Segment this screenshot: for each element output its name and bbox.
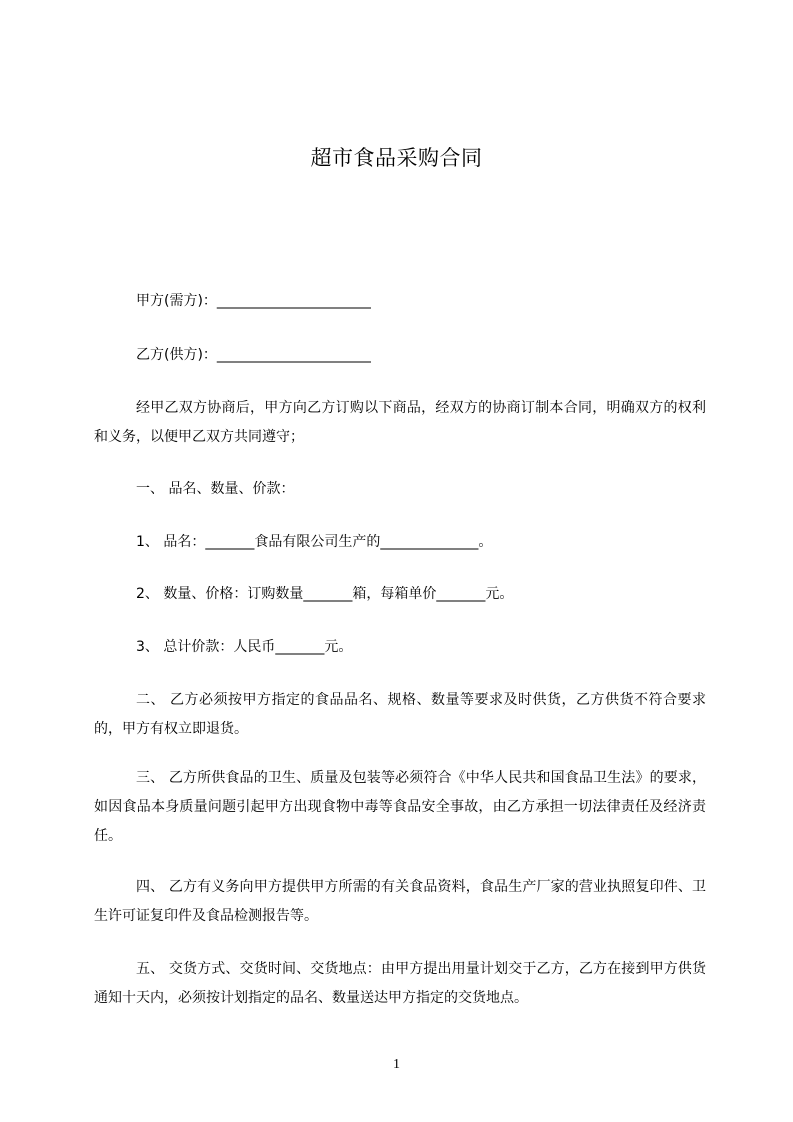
section3-paragraph: [94, 764, 706, 851]
party-b-line: 乙方(供方)：______________________: [136, 347, 371, 363]
section2-paragraph: [94, 686, 706, 744]
item3-line: 3、 总计价款：人民币_______元。: [136, 639, 353, 655]
section3-text: 三、 乙方所供食品的卫生、质量及包装等必须符合《中华人民共和国食品卫生法》的要求，如因食品本身质量问题引起甲方出现食物中毒等食品安全事故，由乙方承担一切法律责任及经济责任。: [94, 770, 706, 844]
intro-paragraph: [94, 394, 706, 452]
document-title: 超市食品采购合同: [310, 146, 483, 170]
section4-text: 四、 乙方有义务向甲方提供甲方所需的有关食品资料，食品生产厂家的营业执照复印件、卫生许可证复印件及食品检测报告等。: [94, 879, 706, 924]
page-number: 1: [393, 1057, 400, 1072]
section4-paragraph: [94, 873, 706, 931]
item2-line: 2、 数量、价格：订购数量_______箱，每箱单价_______元。: [136, 586, 514, 602]
section5-paragraph: [94, 955, 706, 1013]
section1-heading: 一、 品名、数量、价款：: [136, 481, 295, 497]
item1-line: 1、 品名：_______食品有限公司生产的______________。: [136, 534, 493, 550]
section5-text: 五、 交货方式、交货时间、交货地点：由甲方提出用量计划交于乙方，乙方在接到甲方供货通知十天内，必须按计划指定的品名、数量送达甲方指定的交货地点。: [94, 961, 706, 1006]
party-a-line: 甲方(需方)：______________________: [136, 293, 371, 309]
section2-text: 二、 乙方必须按甲方指定的食品品名、规格、数量等要求及时供货，乙方供货不符合要求的，甲方有权立即退货。: [94, 692, 706, 737]
intro-text: 经甲乙双方协商后，甲方向乙方订购以下商品，经双方的协商订制本合同，明确双方的权利和义务，以便甲乙双方共同遵守；: [94, 400, 706, 445]
